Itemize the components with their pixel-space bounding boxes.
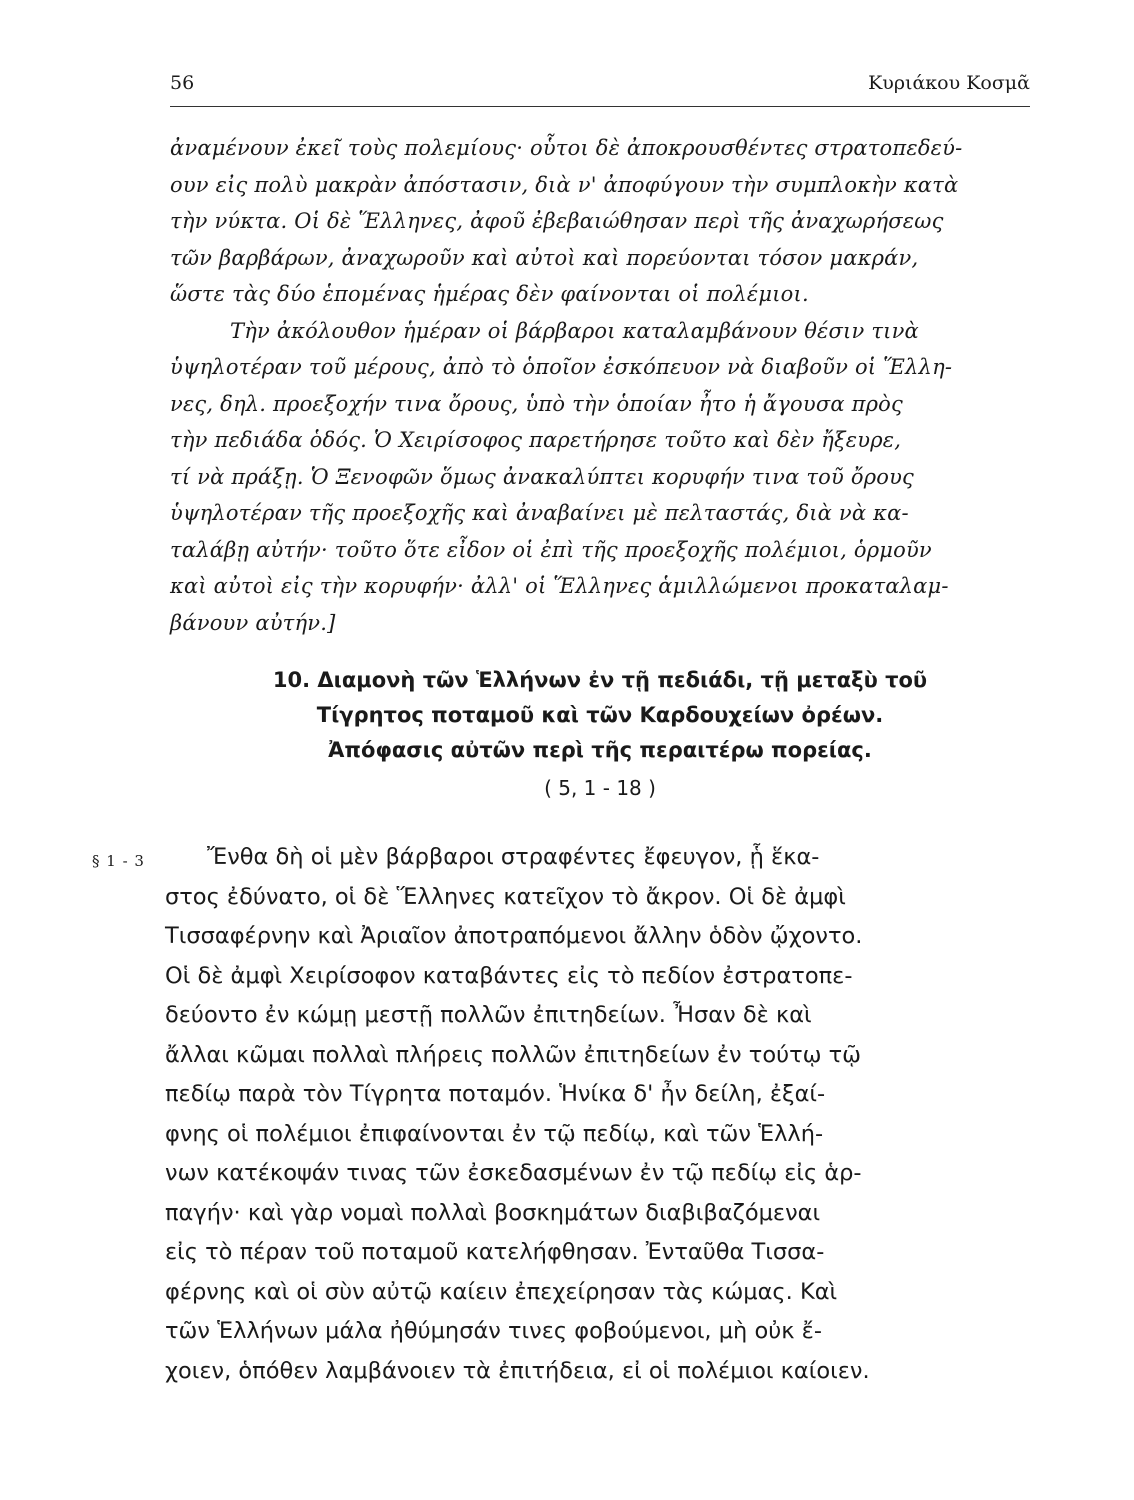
main-text-line: τῶν Ἑλλήνων μάλα ἠθύμησάν τινες φοβούμενοι, μὴ οὐκ ἔ- — [165, 1318, 822, 1344]
main-text-line: Ἔνθα δὴ οἱ μὲν βάρβαροι στραφέντες ἔφευγον, ᾗ ἕκα- — [207, 844, 820, 870]
section-heading-line: Ἀπόφασις αὐτῶν περὶ τῆς περαιτέρω πορείας. — [328, 738, 872, 762]
commentary-line: βάνουν αὐτήν.] — [170, 610, 336, 635]
commentary-line: ὑψηλοτέραν τοῦ μέρους, ἀπὸ τὸ ὁποῖον ἐσκόπευον νὰ διαβοῦν οἱ Ἕλλη- — [170, 355, 953, 379]
section-reference: ( 5, 1 - 18 ) — [544, 776, 656, 800]
main-text-line: δεύοντο ἐν κώμῃ μεστῇ πολλῶν ἐπιτηδείων. Ἦσαν δὲ καὶ — [165, 1002, 812, 1028]
commentary-line: τῶν βαρβάρων, ἀναχωροῦν καὶ αὐτοὶ καὶ πορεύονται τόσον μακράν, — [170, 245, 919, 270]
page-number: 56 — [170, 72, 195, 94]
commentary-line: ουν εἰς πολὺ μακρὰν ἀπόστασιν, διὰ ν' ἀποφύγουν τὴν συμπλοκὴν κατὰ — [170, 172, 959, 197]
section-heading — [170, 663, 1030, 768]
commentary-line: καὶ αὐτοὶ εἰς τὴν κορυφήν· ἀλλ' οἱ Ἕλληνες ἁμιλλώμενοι προκαταλαμ- — [170, 574, 949, 598]
commentary-line: ὑψηλοτέραν τῆς προεξοχῆς καὶ ἀναβαίνει μὲ πελταστάς, διὰ νὰ κα- — [170, 501, 909, 525]
main-text-line: φνης οἱ πολέμιοι ἐπιφαίνονται ἐν τῷ πεδίῳ, καὶ τῶν Ἑλλή- — [165, 1120, 824, 1147]
commentary-line: τὴν πεδιάδα ὁδός. Ὁ Χειρίσοφος παρετήρησε τοῦτο καὶ δὲν ἤξευρε, — [170, 428, 902, 452]
commentary-line: νες, δηλ. προεξοχήν τινα ὄρους, ὑπὸ τὴν ὁποίαν ἦτο ἡ ἄγουσα πρὸς — [170, 391, 903, 416]
commentary-block — [170, 130, 1030, 641]
main-text-line: φέρνης καὶ οἱ σὺν αὐτῷ καίειν ἐπεχείρησαν τὰς κώμας. Καὶ — [165, 1278, 838, 1305]
main-text-line: εἰς τὸ πέραν τοῦ ποταμοῦ κατελήφθησαν. Ἐνταῦθα Τισσα- — [165, 1239, 825, 1265]
main-text-line: πεδίῳ παρὰ τὸν Τίγρητα ποταμόν. Ἡνίκα δ' ἦν δείλη, ἐξαί- — [165, 1081, 826, 1107]
main-text-line: χοιεν, ὁπόθεν λαμβάνοιεν τὰ ἐπιτήδεια, εἰ οἱ πολέμιοι καίοιεν. — [165, 1357, 870, 1384]
commentary-line: τί νὰ πράξῃ. Ὁ Ξενοφῶν ὅμως ἀνακαλύπτει κορυφήν τινα τοῦ ὄρους — [170, 464, 915, 489]
main-text-line: παγήν· καὶ γὰρ νομαὶ πολλαὶ βοσκημάτων διαβιβαζόμεναι — [165, 1199, 821, 1226]
main-text-line: Τισσαφέρνην καὶ Ἀριαῖον ἀποτραπόμενοι ἄλλην ὁδὸν ᾤχοντο. — [165, 923, 863, 949]
page-header — [170, 72, 1030, 104]
section-heading-line: Τίγρητος ποταμοῦ καὶ τῶν Καρδουχείων ὀρέων. — [316, 703, 884, 727]
section-heading-line: 10. Διαμονὴ τῶν Ἑλλήνων ἐν τῇ πεδιάδι, τῇ μεταξὺ τοῦ — [272, 668, 928, 692]
main-text-block — [165, 838, 1035, 1391]
commentary-line: τὴν νύκτα. Οἱ δὲ Ἕλληνες, ἀφοῦ ἐβεβαιώθησαν περὶ τῆς ἀναχωρήσεως — [170, 209, 944, 233]
commentary-line: ὥστε τὰς δύο ἑπομένας ἡμέρας δὲν φαίνονται οἱ πολέμιοι. — [170, 282, 809, 306]
header-rule — [170, 106, 1030, 107]
commentary-line: ταλάβῃ αὐτήν· τοῦτο ὅτε εἶδον οἱ ἐπὶ τῆς προεξοχῆς πολέμιοι, ὁρμοῦν — [170, 537, 932, 562]
margin-paragraph-reference: § 1 - 3 — [92, 852, 145, 870]
commentary-line: ἀναμένουν ἐκεῖ τοὺς πολεμίους· οὗτοι δὲ ἀποκρουσθέντες στρατοπεδεύ- — [170, 136, 963, 160]
commentary-line: Τὴν ἀκόλουθον ἡμέραν οἱ βάρβαροι καταλαμβάνουν θέσιν τινὰ — [230, 318, 919, 343]
main-text-line: νων κατέκοψάν τινας τῶν ἐσκεδασμένων ἐν τῷ πεδίῳ εἰς ἁρ- — [165, 1160, 862, 1186]
running-title: Κυριάκου Κοσμᾶ — [868, 72, 1030, 94]
main-text-line: στος ἐδύνατο, οἱ δὲ Ἕλληνες κατεῖχον τὸ ἄκρον. Οἱ δὲ ἀμφὶ — [165, 883, 846, 910]
main-text-line: Οἱ δὲ ἀμφὶ Χειρίσοφον καταβάντες εἰς τὸ πεδίον ἐστρατοπε- — [165, 962, 853, 989]
main-text-line: ἄλλαι κῶμαι πολλαὶ πλήρεις πολλῶν ἐπιτηδείων ἐν τούτῳ τῷ — [165, 1041, 862, 1068]
